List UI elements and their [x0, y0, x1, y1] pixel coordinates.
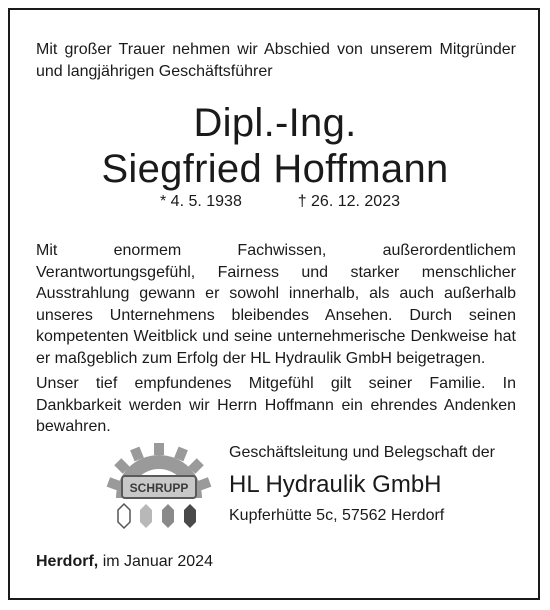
birth-date: * 4. 5. 1938 — [160, 193, 242, 210]
deceased-title: Dipl.-Ing. — [193, 101, 357, 145]
logo-text: SCHRUPP — [129, 481, 189, 495]
tribute-paragraph: Mit enormem Fachwissen, außerordentlichem Verantwortungsgefühl, Fairness und starker menschlicher Ausstrahlung gewann er sowohl innerhalb, als auch außerhalb unseres Unternehmens bleibendes Ansehen. Durch seinen kompetenten Weitblick und seine unternehmerische Denkweise hat er maßgeblich zum Erfolg der HL Hydraulik GmbH beigetragen. — [36, 242, 516, 367]
life-dates — [160, 192, 400, 212]
company-address: Kupferhütte 5c, 57562 Herdorf — [229, 507, 445, 524]
footer-place: Herdorf, — [36, 553, 99, 570]
signature-line: Geschäftsleitung und Belegschaft der — [229, 444, 495, 461]
footer-date: im Januar 2024 — [102, 553, 213, 570]
signature-block — [229, 443, 519, 526]
gear-logo-icon — [104, 440, 214, 530]
tribute-text — [36, 240, 516, 438]
schrupp-logo — [104, 440, 214, 530]
company-name: HL Hydraulik GmbH — [229, 471, 442, 498]
footer-dateline — [36, 552, 213, 572]
tribute-paragraph: Unser tief empfundenes Mitgefühl gilt seiner Familie. In Dankbarkeit werden wir Herrn Hoffmann ein ehrendes Andenken bewahren. — [36, 375, 516, 435]
deceased-name: Siegfried Hoffmann — [101, 147, 449, 191]
death-date: † 26. 12. 2023 — [297, 193, 400, 210]
intro-text: Mit großer Trauer nehmen wir Abschied von unserem Mitgründer und langjährigen Geschäftsführer — [36, 41, 516, 80]
